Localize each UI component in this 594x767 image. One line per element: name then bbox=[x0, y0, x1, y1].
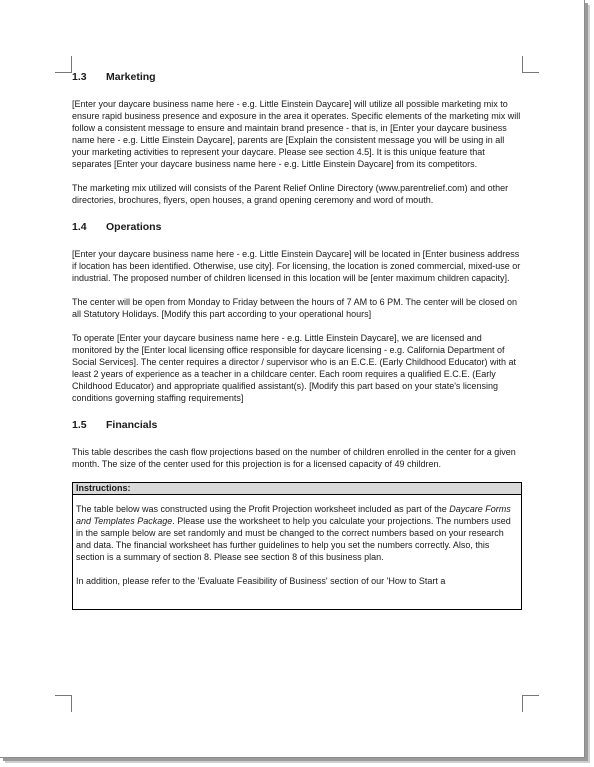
instructions-text: The table below was constructed using the Profit Projection worksheet included as part of the bbox=[76, 504, 450, 514]
heading-number: 1.3 bbox=[72, 71, 87, 83]
instructions-text: . Please use the worksheet to help you calculate your projections. The numbers used in the sample below are set randomly and must be changed to the correct numbers based on your research and data. The financial worksheet has further guidelines to help you set the numbers correctly. Also, this section is a summary of section 8. Please see section 8 of this business plan. bbox=[76, 516, 511, 562]
marketing-paragraph-2: The marketing mix utilized will consists of the Parent Relief Online Directory (www.parentrelief.com) and other directories, brochures, flyers, open houses, a grand opening ceremony and word of mouth. bbox=[72, 183, 509, 205]
heading-title: Financials bbox=[106, 419, 158, 431]
heading-operations bbox=[72, 220, 522, 234]
heading-title: Operations bbox=[106, 221, 162, 233]
operations-paragraph-2: The center will be open from Monday to Friday between the hours of 7 AM to 6 PM. The center will be closed on all Statutory Holidays. [Modify this part according to your operational hours] bbox=[72, 297, 518, 319]
heading-number: 1.5 bbox=[72, 419, 87, 431]
instructions-box bbox=[72, 482, 522, 610]
heading-number: 1.4 bbox=[72, 221, 87, 233]
instructions-header: Instructions: bbox=[73, 483, 521, 495]
heading-title: Marketing bbox=[106, 71, 156, 83]
operations-paragraph-1: [Enter your daycare business name here - e.g. Little Einstein Daycare] will be located in [Enter business address if location has been identified. Otherwise, use city]. For licensing, the location is zoned commercial, mixed-use or industrial. The proposed number of children licensed in this location will be [enter maximum children capacity]. bbox=[72, 249, 521, 283]
instructions-paragraph-1 bbox=[76, 503, 518, 563]
package-name: Daycare Forms and Templates Package bbox=[76, 504, 511, 526]
crop-mark-bottom-left bbox=[55, 695, 72, 712]
crop-mark-top-right bbox=[522, 56, 539, 73]
operations-paragraph-3: To operate [Enter your daycare business name here - e.g. Little Einstein Daycare], we are licensed and monitored by the [Enter local licensing office responsible for daycare licensing - e.g. California Department of Social Services]. The center requires a director / supervisor who is an E.C.E. (Early Childhood Educator) with at least 2 years of experience as a teacher in a childcare center. Each room requires a qualified E.C.E. (Early Childhood Educator) and appropriate qualified assistant(s). [Modify this part based on your state's licensing conditions governing staffing requirements] bbox=[72, 333, 517, 403]
heading-financials bbox=[72, 418, 522, 432]
instructions-paragraph-2: In addition, please refer to the 'Evaluate Feasibility of Business' section of our 'How to Start a bbox=[76, 576, 446, 586]
document-content bbox=[72, 70, 522, 610]
financials-paragraph-1: This table describes the cash flow projections based on the number of children enrolled in the center for a given month. The size of the center used for this projection is for a licensed capacity of 49 children. bbox=[72, 447, 516, 469]
crop-mark-top-left bbox=[55, 56, 72, 73]
heading-marketing bbox=[72, 70, 522, 84]
crop-mark-bottom-right bbox=[522, 695, 539, 712]
instructions-body bbox=[73, 495, 521, 587]
marketing-paragraph-1: [Enter your daycare business name here - e.g. Little Einstein Daycare] will utilize all possible marketing mix to ensure rapid business presence and exposure in the area it operates. Specific elements of the marketing mix will follow a consistent message to ensure and maintain brand presence - that is, in [Enter your daycare business name here - e.g. Little Einstein Daycare], parents are [Explain the consistent message you will be using in all your marketing activities to represent your daycare. Please see section 4.5]. It is this unique feature that separates [Enter your daycare business name here - e.g. Little Einstein Daycare] from its competitors. bbox=[72, 99, 521, 169]
